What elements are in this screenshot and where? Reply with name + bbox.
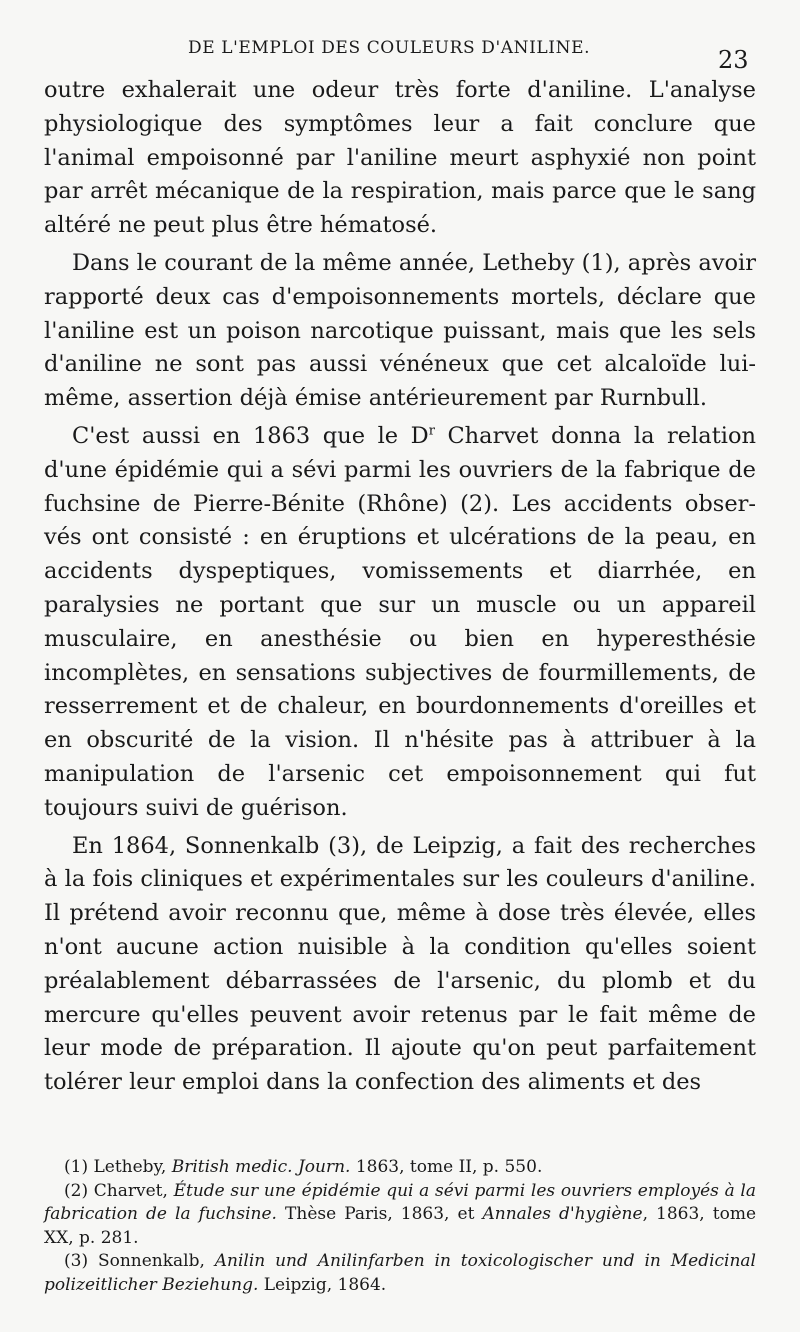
footnote-1-rest: 1863, tome II, p. 550. (350, 1157, 543, 1177)
paragraph-sonnenkalb: En 1864, Sonnenkalb (3), de Leipzig, a fait des recherches à la fois cliniques et expérimentales sur les couleurs d'aniline. Il prétend avoir reconnu que, même à dose très élevée, elles n'ont aucune action nuisible à la condition qu'elles soient préalablement débarrassées de l'arsenic, du plomb et du mercure qu'elles peuvent avoir retenus par le fait même de leur mode de préparation. Il ajoute qu'on peut parfaitement tolérer leur emploi dans la confection des aliments et des (44, 832, 756, 1096)
doctor-superscript: r (428, 423, 435, 439)
footnote-1-marker: (1) Letheby, (64, 1157, 172, 1177)
footnote-3-marker: (3) Sonnenkalb, (64, 1251, 215, 1271)
footnotes (44, 1156, 756, 1297)
page-number: 23 (718, 46, 749, 74)
paragraph-charvet (44, 420, 756, 826)
page-header (0, 34, 800, 74)
footnote-2-title: Étude sur une épidémie qui a sévi parmi les ouvriers employés à la fabrication de la fuchsine. (44, 1180, 756, 1224)
footnote-3-title: Anilin und Anilinfarben in toxicologischer und in Medicinal polizeitlicher Beziehung. (44, 1251, 756, 1295)
charvet-continuation: vés ont consisté : en éruptions et ulcérations de la peau, en accidents dyspeptiques, vomissements et diarrhée, en paralysies ne portant que sur un muscle ou un appareil musculaire, en anesthésie ou bien en hyperesthésie incomplètes, en sensations subjectives de fourmillements, de resserrement et de chaleur, en bourdonnements d'oreilles et en obscurité de la vision. Il n'hésite pas à attribuer à la manipulation de l'arsenic cet empoisonnement qui fut toujours suivi de guérison. (44, 524, 756, 821)
footnote-3 (44, 1250, 756, 1297)
charvet-start: C'est aussi en 1863 que le D (72, 422, 429, 449)
running-title: DE L'EMPLOI DES COULEURS D'ANILINE. (188, 38, 591, 58)
footnote-1 (44, 1156, 756, 1180)
footnote-2 (44, 1180, 756, 1251)
footnote-2-title2: Annales d'hygiène (482, 1204, 643, 1224)
charvet-rest: Charvet donna la relation d'une épidémie qui a sévi parmi les ouvriers de la fabrique de fuchsine de Pierre-Bénite (Rhône) (2). Les accidents obser- (44, 422, 756, 517)
footnote-1-title: British medic. Journ. (171, 1157, 351, 1177)
footnote-2-mid: Thèse Paris, 1863, et (276, 1204, 483, 1224)
footnote-2-marker: (2) Charvet, (64, 1180, 174, 1201)
footnote-2-rest: , 1863, tome XX, p. 281. (44, 1204, 756, 1248)
footnote-3-rest: Leipzig, 1864. (258, 1274, 387, 1295)
body-text (44, 74, 756, 1100)
paragraph-letheby: Dans le courant de la même année, Letheby (1), après avoir rapporté deux cas d'empoisonnements mortels, déclare que l'aniline est un poison narcotique puissant, mais que les sels d'aniline ne sont pas aussi vénéneux que cet alcaloïde lui-même, assertion déjà émise antérieurement par Rurnbull. (44, 249, 756, 412)
paragraph-continuation: outre exhalerait une odeur très forte d'aniline. L'analyse physiologique des symptômes leur a fait conclure que l'animal empoisonné par l'aniline meurt asphyxié non point par arrêt mécanique de la respiration, mais parce que le sang altéré ne peut plus être hématosé. (44, 77, 756, 239)
